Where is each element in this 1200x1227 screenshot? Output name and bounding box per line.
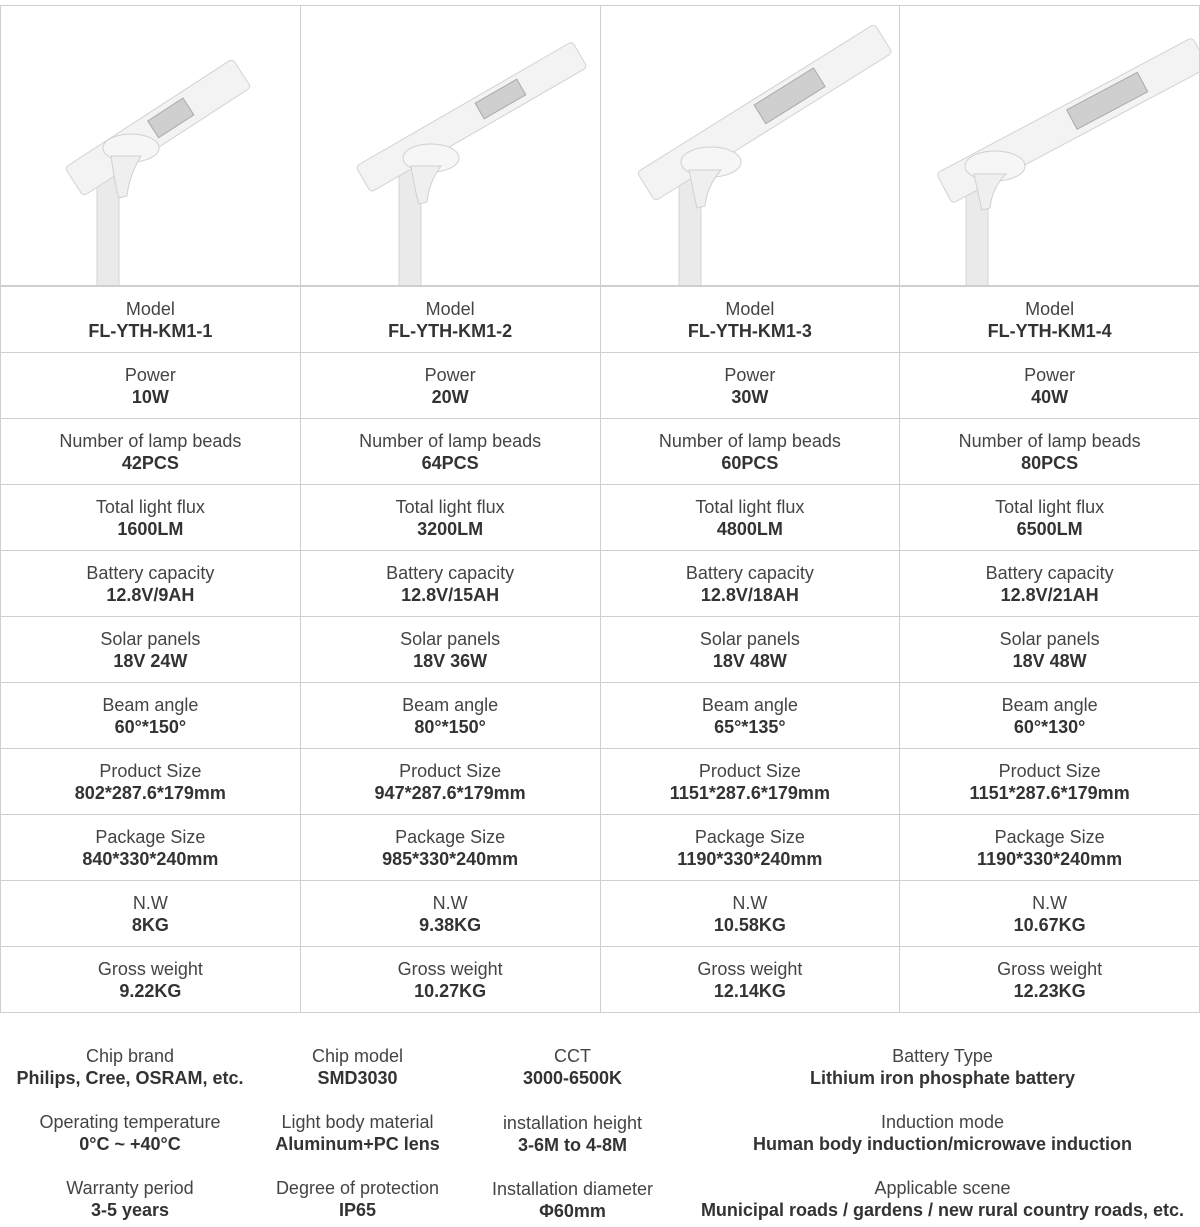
product-image-cell-3	[600, 6, 900, 286]
product-image-cell-2	[300, 6, 600, 286]
beads-label: Number of lamp beads	[658, 430, 841, 451]
battery-cell-4	[900, 551, 1200, 617]
applicable-scene-label: Applicable scene	[874, 1178, 1011, 1198]
beam-value: 65°*135°	[714, 716, 786, 737]
installation-height-value: 3-6M to 4-8M	[517, 1135, 627, 1155]
product-size-row	[1, 749, 1200, 815]
nw-label: N.W	[132, 892, 168, 913]
gw-value: 9.22KG	[119, 980, 182, 1001]
beam-angle-row	[1, 683, 1200, 749]
light-flux-row	[1, 485, 1200, 551]
battery-value: 12.8V/18AH	[700, 584, 799, 605]
beads-label: Number of lamp beads	[59, 430, 242, 451]
nw-value: 8KG	[131, 914, 169, 935]
beam-value: 80°*150°	[414, 716, 486, 737]
power-cell-3	[600, 353, 900, 419]
degree-of-protection-value: IP65	[338, 1200, 377, 1220]
model-label: Model	[1025, 298, 1075, 319]
flux-label: Total light flux	[395, 496, 505, 517]
psize-cell-4	[900, 749, 1200, 815]
flux-label: Total light flux	[95, 496, 205, 517]
nw-value: 10.67KG	[1013, 914, 1086, 935]
nw-label: N.W	[732, 892, 768, 913]
lamp-beads-row	[1, 419, 1200, 485]
nw-cell-3	[600, 881, 900, 947]
model-cell-4	[900, 287, 1200, 353]
flux-cell-4	[900, 485, 1200, 551]
model-label: Model	[725, 298, 775, 319]
psize-label: Product Size	[399, 760, 502, 781]
beam-cell-4	[900, 683, 1200, 749]
beads-value: 42PCS	[121, 452, 179, 473]
applicable-scene-value: Municipal roads / gardens / new rural country roads, etc.	[700, 1200, 1185, 1220]
street-light-image-3	[601, 6, 900, 285]
induction-mode-value: Human body induction/microwave induction	[752, 1134, 1133, 1154]
power-label: Power	[724, 364, 776, 385]
beads-value: 60PCS	[721, 452, 779, 473]
pack-value: 1190*330*240mm	[977, 848, 1123, 869]
pack-label: Package Size	[395, 826, 506, 847]
warranty-period-label: Warranty period	[66, 1178, 194, 1198]
battery-value: 12.8V/15AH	[401, 584, 500, 605]
spec-table-body	[0, 286, 1200, 1013]
product-image-cell-4	[900, 6, 1200, 286]
battery-cell-1	[1, 551, 301, 617]
psize-value: 802*287.6*179mm	[74, 782, 226, 803]
flux-cell-2	[300, 485, 600, 551]
induction-mode	[690, 1111, 1195, 1155]
pack-cell-1	[1, 815, 301, 881]
gw-value: 12.14KG	[713, 980, 786, 1001]
light-body-material-label: Light body material	[281, 1112, 434, 1132]
chip-model-label: Chip model	[311, 1046, 404, 1066]
beads-cell-4	[900, 419, 1200, 485]
battery-capacity-row	[1, 551, 1200, 617]
flux-label: Total light flux	[695, 496, 805, 517]
battery-label: Battery capacity	[86, 562, 215, 583]
solar-label: Solar panels	[100, 628, 201, 649]
gross-weight-row	[1, 947, 1200, 1013]
gw-label: Gross weight	[397, 958, 503, 979]
street-light-image-2	[301, 6, 600, 285]
gw-cell-1	[1, 947, 301, 1013]
pack-cell-4	[900, 815, 1200, 881]
power-value: 20W	[431, 386, 469, 407]
flux-cell-3	[600, 485, 900, 551]
street-light-image-4	[900, 6, 1199, 285]
beads-cell-2	[300, 419, 600, 485]
chip-model-value: SMD3030	[317, 1068, 398, 1088]
beads-cell-3	[600, 419, 900, 485]
model-cell-2	[300, 287, 600, 353]
battery-label: Battery capacity	[685, 562, 814, 583]
psize-cell-2	[300, 749, 600, 815]
nw-cell-1	[1, 881, 301, 947]
gw-cell-2	[300, 947, 600, 1013]
pack-value: 1190*330*240mm	[677, 848, 823, 869]
solar-value: 18V 48W	[1012, 650, 1087, 671]
model-label: Model	[425, 298, 475, 319]
warranty-period-value: 3-5 years	[90, 1200, 170, 1220]
power-cell-1	[1, 353, 301, 419]
pack-value: 840*330*240mm	[82, 848, 219, 869]
power-value: 30W	[731, 386, 769, 407]
product-images-row	[1, 6, 1200, 286]
installation-height	[470, 1112, 675, 1156]
applicable-scene	[690, 1177, 1195, 1221]
pack-label: Package Size	[994, 826, 1105, 847]
psize-cell-3	[600, 749, 900, 815]
operating-temperature-value: 0°C ~ +40°C	[79, 1134, 181, 1154]
model-cell-1	[1, 287, 301, 353]
solar-label: Solar panels	[699, 628, 800, 649]
degree-of-protection	[255, 1177, 460, 1221]
beam-label: Beam angle	[402, 694, 499, 715]
flux-cell-1	[1, 485, 301, 551]
psize-label: Product Size	[698, 760, 801, 781]
beam-value: 60°*150°	[114, 716, 187, 737]
operating-temperature	[0, 1111, 260, 1155]
nw-label: N.W	[432, 892, 468, 913]
beam-cell-2	[300, 683, 600, 749]
flux-label: Total light flux	[995, 496, 1105, 517]
cct	[470, 1045, 675, 1089]
psize-value: 1151*287.6*179mm	[669, 782, 830, 803]
chip-model	[255, 1045, 460, 1089]
power-value: 10W	[131, 386, 169, 407]
model-value: FL-YTH-KM1-2	[388, 320, 513, 341]
flux-value: 3200LM	[417, 518, 484, 539]
flux-value: 1600LM	[117, 518, 184, 539]
light-body-material-value: Aluminum+PC lens	[275, 1134, 440, 1154]
solar-value: 18V 36W	[413, 650, 488, 671]
pack-label: Package Size	[95, 826, 206, 847]
beads-label: Number of lamp beads	[958, 430, 1141, 451]
pack-cell-2	[300, 815, 600, 881]
psize-cell-1	[1, 749, 301, 815]
battery-type	[690, 1045, 1195, 1089]
degree-of-protection-label: Degree of protection	[275, 1178, 440, 1198]
installation-diameter-label: Installation diameter	[491, 1179, 654, 1199]
power-label: Power	[124, 364, 176, 385]
psize-value: 1151*287.6*179mm	[969, 782, 1130, 803]
nw-label: N.W	[1032, 892, 1068, 913]
nw-value: 9.38KG	[419, 914, 482, 935]
power-row	[1, 353, 1200, 419]
gw-label: Gross weight	[97, 958, 203, 979]
solar-cell-3	[600, 617, 900, 683]
solar-value: 18V 24W	[113, 650, 188, 671]
beam-label: Beam angle	[701, 694, 798, 715]
nw-cell-4	[900, 881, 1200, 947]
battery-cell-2	[300, 551, 600, 617]
package-size-row	[1, 815, 1200, 881]
pack-cell-3	[600, 815, 900, 881]
spec-table-wrapper	[0, 5, 1200, 1013]
psize-label: Product Size	[998, 760, 1101, 781]
installation-diameter	[470, 1178, 675, 1222]
beam-label: Beam angle	[102, 694, 199, 715]
cct-label: CCT	[554, 1046, 591, 1066]
power-value: 40W	[1031, 386, 1069, 407]
installation-diameter-value: Φ60mm	[539, 1201, 606, 1221]
warranty-period	[0, 1177, 260, 1221]
battery-label: Battery capacity	[386, 562, 515, 583]
psize-value: 947*287.6*179mm	[374, 782, 526, 803]
battery-type-label: Battery Type	[892, 1046, 993, 1066]
beads-value: 64PCS	[421, 452, 479, 473]
beads-value: 80PCS	[1021, 452, 1079, 473]
battery-value: 12.8V/21AH	[1000, 584, 1099, 605]
pack-label: Package Size	[694, 826, 805, 847]
nw-value: 10.58KG	[713, 914, 786, 935]
spec-table	[0, 5, 1200, 286]
power-cell-2	[300, 353, 600, 419]
solar-cell-4	[900, 617, 1200, 683]
power-label: Power	[424, 364, 476, 385]
solar-panels-row	[1, 617, 1200, 683]
gw-label: Gross weight	[997, 958, 1103, 979]
battery-label: Battery capacity	[985, 562, 1114, 583]
gw-cell-4	[900, 947, 1200, 1013]
chip-brand	[0, 1045, 260, 1089]
chip-brand-label: Chip brand	[85, 1046, 175, 1066]
flux-value: 4800LM	[716, 518, 783, 539]
chip-brand-value: Philips, Cree, OSRAM, etc.	[16, 1068, 244, 1088]
beads-label: Number of lamp beads	[359, 430, 542, 451]
flux-value: 6500LM	[1016, 518, 1083, 539]
solar-label: Solar panels	[999, 628, 1100, 649]
beam-cell-1	[1, 683, 301, 749]
model-value: FL-YTH-KM1-4	[987, 320, 1112, 341]
product-image-cell-1	[1, 6, 301, 286]
model-cell-3	[600, 287, 900, 353]
model-value: FL-YTH-KM1-1	[88, 320, 213, 341]
psize-label: Product Size	[99, 760, 202, 781]
gw-value: 10.27KG	[414, 980, 487, 1001]
operating-temperature-label: Operating temperature	[39, 1112, 221, 1132]
beam-cell-3	[600, 683, 900, 749]
net-weight-row	[1, 881, 1200, 947]
beads-cell-1	[1, 419, 301, 485]
battery-value: 12.8V/9AH	[106, 584, 195, 605]
cct-value: 3000-6500K	[522, 1068, 623, 1088]
beam-value: 60°*130°	[1013, 716, 1086, 737]
nw-cell-2	[300, 881, 600, 947]
common-specs	[0, 1040, 1200, 1227]
model-row	[1, 287, 1200, 353]
solar-value: 18V 48W	[712, 650, 787, 671]
battery-type-value: Lithium iron phosphate battery	[809, 1068, 1075, 1088]
gw-cell-3	[600, 947, 900, 1013]
power-cell-4	[900, 353, 1200, 419]
model-value: FL-YTH-KM1-3	[687, 320, 812, 341]
street-light-image-1	[1, 6, 300, 285]
installation-height-label: installation height	[502, 1113, 643, 1133]
solar-cell-1	[1, 617, 301, 683]
power-label: Power	[1024, 364, 1076, 385]
pack-value: 985*330*240mm	[382, 848, 519, 869]
induction-mode-label: Induction mode	[880, 1112, 1005, 1132]
model-label: Model	[125, 298, 175, 319]
light-body-material	[255, 1111, 460, 1155]
gw-label: Gross weight	[697, 958, 803, 979]
beam-label: Beam angle	[1001, 694, 1098, 715]
gw-value: 12.23KG	[1013, 980, 1086, 1001]
battery-cell-3	[600, 551, 900, 617]
solar-cell-2	[300, 617, 600, 683]
solar-label: Solar panels	[400, 628, 501, 649]
